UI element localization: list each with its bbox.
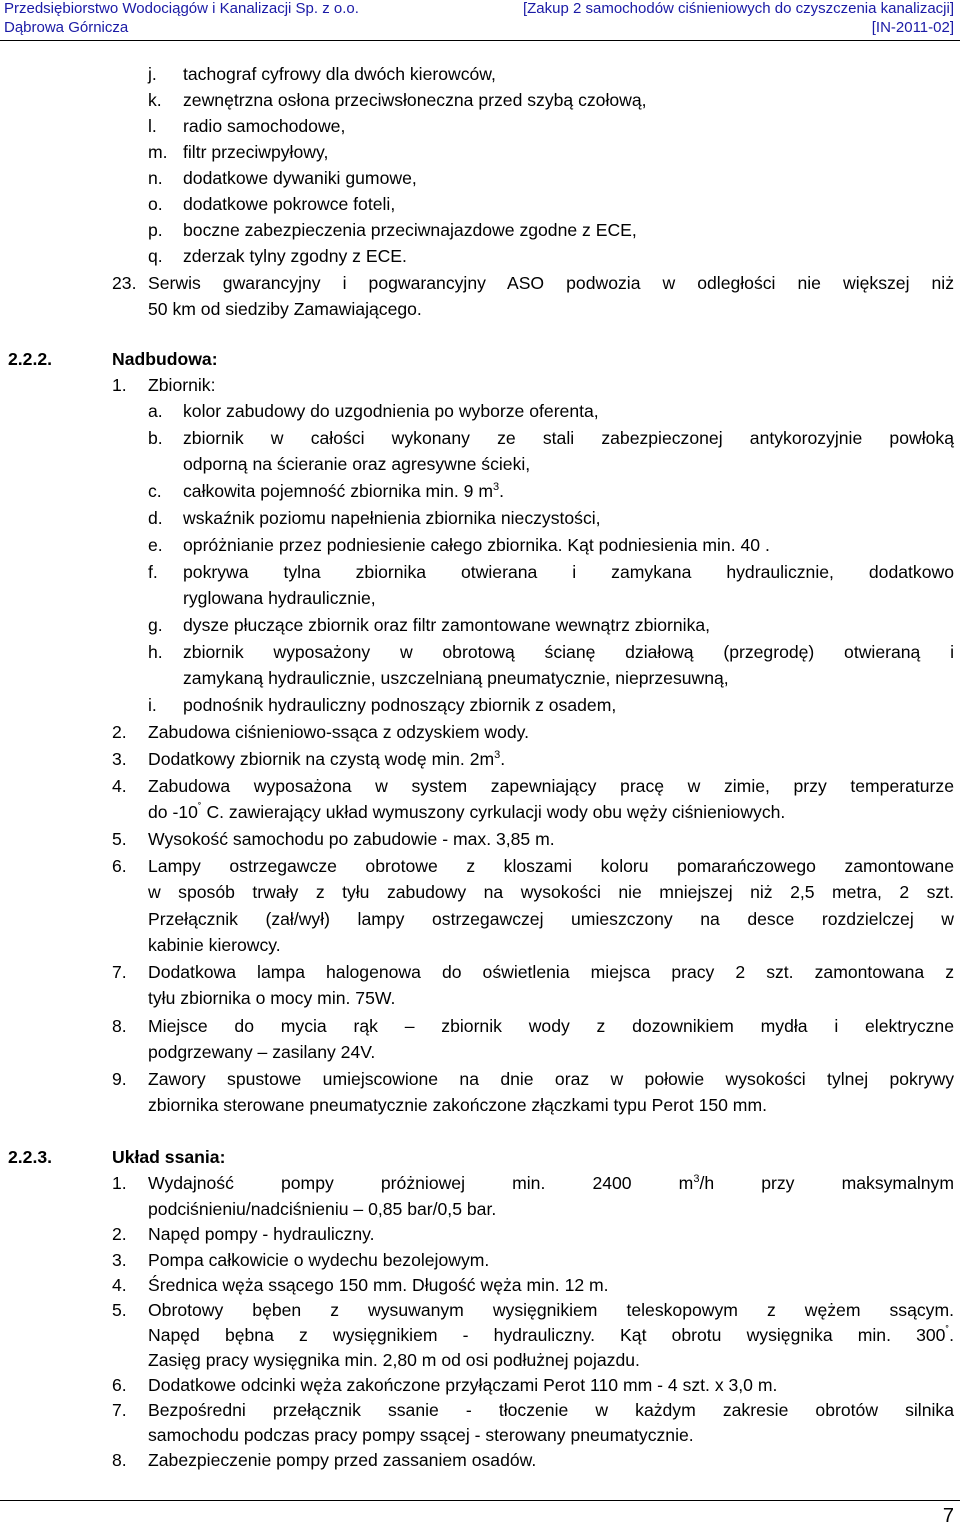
list-item: Napęd pompy - hydrauliczny.	[148, 1224, 375, 1244]
list-item: Zabudowa ciśnieniowo-ssąca z odzyskiem wody.	[148, 722, 530, 742]
item-label: 2.	[112, 1224, 127, 1244]
list-item: Dodatkowa lampa halogenowa do oświetlenia miejsca pracy 2 szt. zamontowana z	[148, 962, 954, 982]
list-item-label: q.	[148, 246, 163, 266]
list-item: Bezpośredni przełącznik ssanie - tłoczenie w każdym zakresie obrotów silnika	[148, 1400, 954, 1420]
sub-item-label: f.	[148, 562, 158, 582]
list-item: Pompa całkowicie o wydechu bezolejowym.	[148, 1250, 490, 1270]
sub-item: całkowita pojemność zbiornika min. 9 $m^3$.	[183, 481, 504, 501]
sub-item-label: i.	[148, 695, 157, 715]
header-company: Przedsiębiorstwo Wodociągów i Kanalizacji Sp. z o.o.	[4, 0, 359, 17]
list-item-label: n.	[148, 168, 163, 188]
list-item-label: p.	[148, 220, 163, 240]
list-item-cont: do -10˚ C. zawierający układ wymuszony cyrkulacji wody obu węży ciśnieniowych.	[148, 802, 786, 822]
list-item: Miejsce do mycia rąk – zbiornik wody z dozownikiem mydła i elektryczne	[148, 1016, 954, 1036]
page-header	[0, 0, 960, 40]
list-item-cont: samochodu podczas pracy pompy ssącej - sterowany pneumatycznie.	[148, 1425, 694, 1445]
list-item-cont: Przełącznik (zał/wył) lampy ostrzegawczej umieszczony na desce rozdzielczej w	[148, 909, 954, 929]
item-label: 4.	[112, 776, 127, 796]
list-item-label: k.	[148, 90, 162, 110]
item-label: 1.	[112, 1173, 127, 1193]
sub-item-label: c.	[148, 481, 162, 501]
item-label: 8.	[112, 1016, 127, 1036]
item-label: 8.	[112, 1450, 127, 1470]
sub-item: dysze płuczące zbiornik oraz filtr zamontowane wewnątrz zbiornika,	[183, 615, 711, 635]
list-item-cont: tyłu zbiornika o mocy min. 75W.	[148, 988, 396, 1008]
list-item-cont: w sposób trwały z tyłu zabudowy na wysokości nie mniejszej niż 2,5 metra, 2 szt.	[148, 882, 954, 902]
sub-item: zbiornik wyposażony w obrotową ścianę działową (przegrodę) otwieraną i	[183, 642, 954, 662]
section-number: 2.2.2.	[8, 349, 53, 369]
sub-item: opróżnianie przez podniesienie całego zbiornika. Kąt podniesienia min. 40 .	[183, 535, 770, 555]
item-label: 3.	[112, 1250, 127, 1270]
subsection-label: 1.	[112, 375, 127, 395]
item-label: 6.	[112, 856, 127, 876]
list-item: Wydajność pompy próżniowej min. 2400 $m^3/h$ przy maksymalnym	[148, 1173, 954, 1193]
subsection-title: Zbiornik:	[148, 375, 216, 395]
list-item: zderzak tylny zgodny z ECE.	[183, 246, 407, 266]
list-item: Zawory spustowe umiejscowione na dnie oraz w połowie wysokości tylnej pokrywy	[148, 1069, 954, 1089]
list-item-cont: podciśnieniu/nadciśnieniu – 0,85 bar/0,5 bar.	[148, 1199, 497, 1219]
section-title: Układ ssania:	[112, 1147, 226, 1167]
item-label: 5.	[112, 1300, 127, 1320]
sub-item-cont: zamykaną hydraulicznie, uszczelnianą pneumatycznie, nieprzesuwną,	[183, 668, 729, 688]
item-label: 5.	[112, 829, 127, 849]
list-item-cont: podgrzewany – zasilany 24V.	[148, 1042, 376, 1062]
list-item-cont: zbiornika sterowane pneumatycznie zakończone złączkami typu Perot 150 mm.	[148, 1095, 768, 1115]
list-item-cont: Napęd bębna z wysięgnikiem - hydrauliczny. Kąt obrotu wysięgnika min. 300˚.	[148, 1325, 954, 1345]
header-tender-id: [IN-2011-02]	[871, 19, 954, 36]
section-number: 2.2.3.	[8, 1147, 53, 1167]
list-item: radio samochodowe,	[183, 116, 346, 136]
item-label: 7.	[112, 962, 127, 982]
sub-item: podnośnik hydrauliczny podnoszący zbiornik z osadem,	[183, 695, 617, 715]
list-item-label: o.	[148, 194, 163, 214]
list-item: Obrotowy bęben z wysuwanym wysięgnikiem teleskopowym z wężem ssącym.	[148, 1300, 954, 1320]
sub-item-label: h.	[148, 642, 163, 662]
sub-item-label: g.	[148, 615, 163, 635]
footer-rule	[0, 1500, 960, 1501]
header-rule	[0, 40, 960, 41]
list-item: Zabezpieczenie pompy przed zassaniem osadów.	[148, 1450, 537, 1470]
sub-item: kolor zabudowy do uzgodnienia po wyborze oferenta,	[183, 401, 599, 421]
header-tender-title: [Zakup 2 samochodów ciśnieniowych do czyszczenia kanalizacji]	[522, 0, 954, 17]
list-item: zewnętrzna osłona przeciwsłoneczna przed szybą czołową,	[183, 90, 647, 110]
list-item-label: l.	[148, 116, 157, 136]
sub-item-label: b.	[148, 428, 163, 448]
sub-item-label: a.	[148, 401, 163, 421]
list-item: dodatkowe dywaniki gumowe,	[183, 168, 417, 188]
list-item-cont: Zasięg pracy wysięgnika min. 2,80 m od osi podłużnej pojazdu.	[148, 1350, 640, 1370]
list-item-label: j.	[148, 64, 157, 84]
item-label: 3.	[112, 749, 127, 769]
item-label: 4.	[112, 1275, 127, 1295]
header-city: Dąbrowa Górnicza	[4, 19, 129, 36]
list-item: Dodatkowe odcinki węża zakończone przyłączami Perot 110 mm - 4 szt. x 3,0 m.	[148, 1375, 778, 1395]
list-item: Średnica węża ssącego 150 mm. Długość węża min. 12 m.	[148, 1275, 609, 1295]
page-number: 7	[942, 1505, 954, 1527]
sub-item: wskaźnik poziomu napełnienia zbiornika nieczystości,	[183, 508, 601, 528]
sub-item-cont: odporną na ścieranie oraz agresywne ścieki,	[183, 454, 531, 474]
sub-item-label: e.	[148, 535, 163, 555]
item-23-label: 23.	[112, 273, 137, 293]
item-23-line2: 50 km od siedziby Zamawiającego.	[148, 299, 422, 319]
list-item-label: m.	[148, 142, 168, 162]
item-label: 2.	[112, 722, 127, 742]
item-23-line1: Serwis gwarancyjny i pogwarancyjny ASO podwozia w odległości nie większej niż	[148, 273, 954, 293]
list-item: Lampy ostrzegawcze obrotowe z kloszami koloru pomarańczowego zamontowane	[148, 856, 954, 876]
item-label: 6.	[112, 1375, 127, 1395]
list-item: tachograf cyfrowy dla dwóch kierowców,	[183, 64, 496, 84]
section-title: Nadbudowa:	[112, 349, 218, 369]
item-label: 7.	[112, 1400, 127, 1420]
sub-item: zbiornik w całości wykonany ze stali zabezpieczonej antykorozyjnie powłoką	[183, 428, 954, 448]
list-item: filtr przeciwpyłowy,	[183, 142, 329, 162]
item-label: 9.	[112, 1069, 127, 1089]
sub-item-cont: ryglowana hydraulicznie,	[183, 588, 376, 608]
list-item: boczne zabezpieczenia przeciwnajazdowe zgodne z ECE,	[183, 220, 637, 240]
list-item: Dodatkowy zbiornik na czystą wodę min. $2m^3$.	[148, 749, 506, 769]
list-item: dodatkowe pokrowce foteli,	[183, 194, 396, 214]
list-item-cont: kabinie kierowcy.	[148, 935, 281, 955]
sub-item: pokrywa tylna zbiornika otwierana i zamykana hydraulicznie, dodatkowo	[183, 562, 954, 582]
list-item: Zabudowa wyposażona w system zapewniający pracę w zimie, przy temperaturze	[148, 776, 954, 796]
list-item: Wysokość samochodu po zabudowie - max. 3,85 m.	[148, 829, 555, 849]
sub-item-label: d.	[148, 508, 163, 528]
